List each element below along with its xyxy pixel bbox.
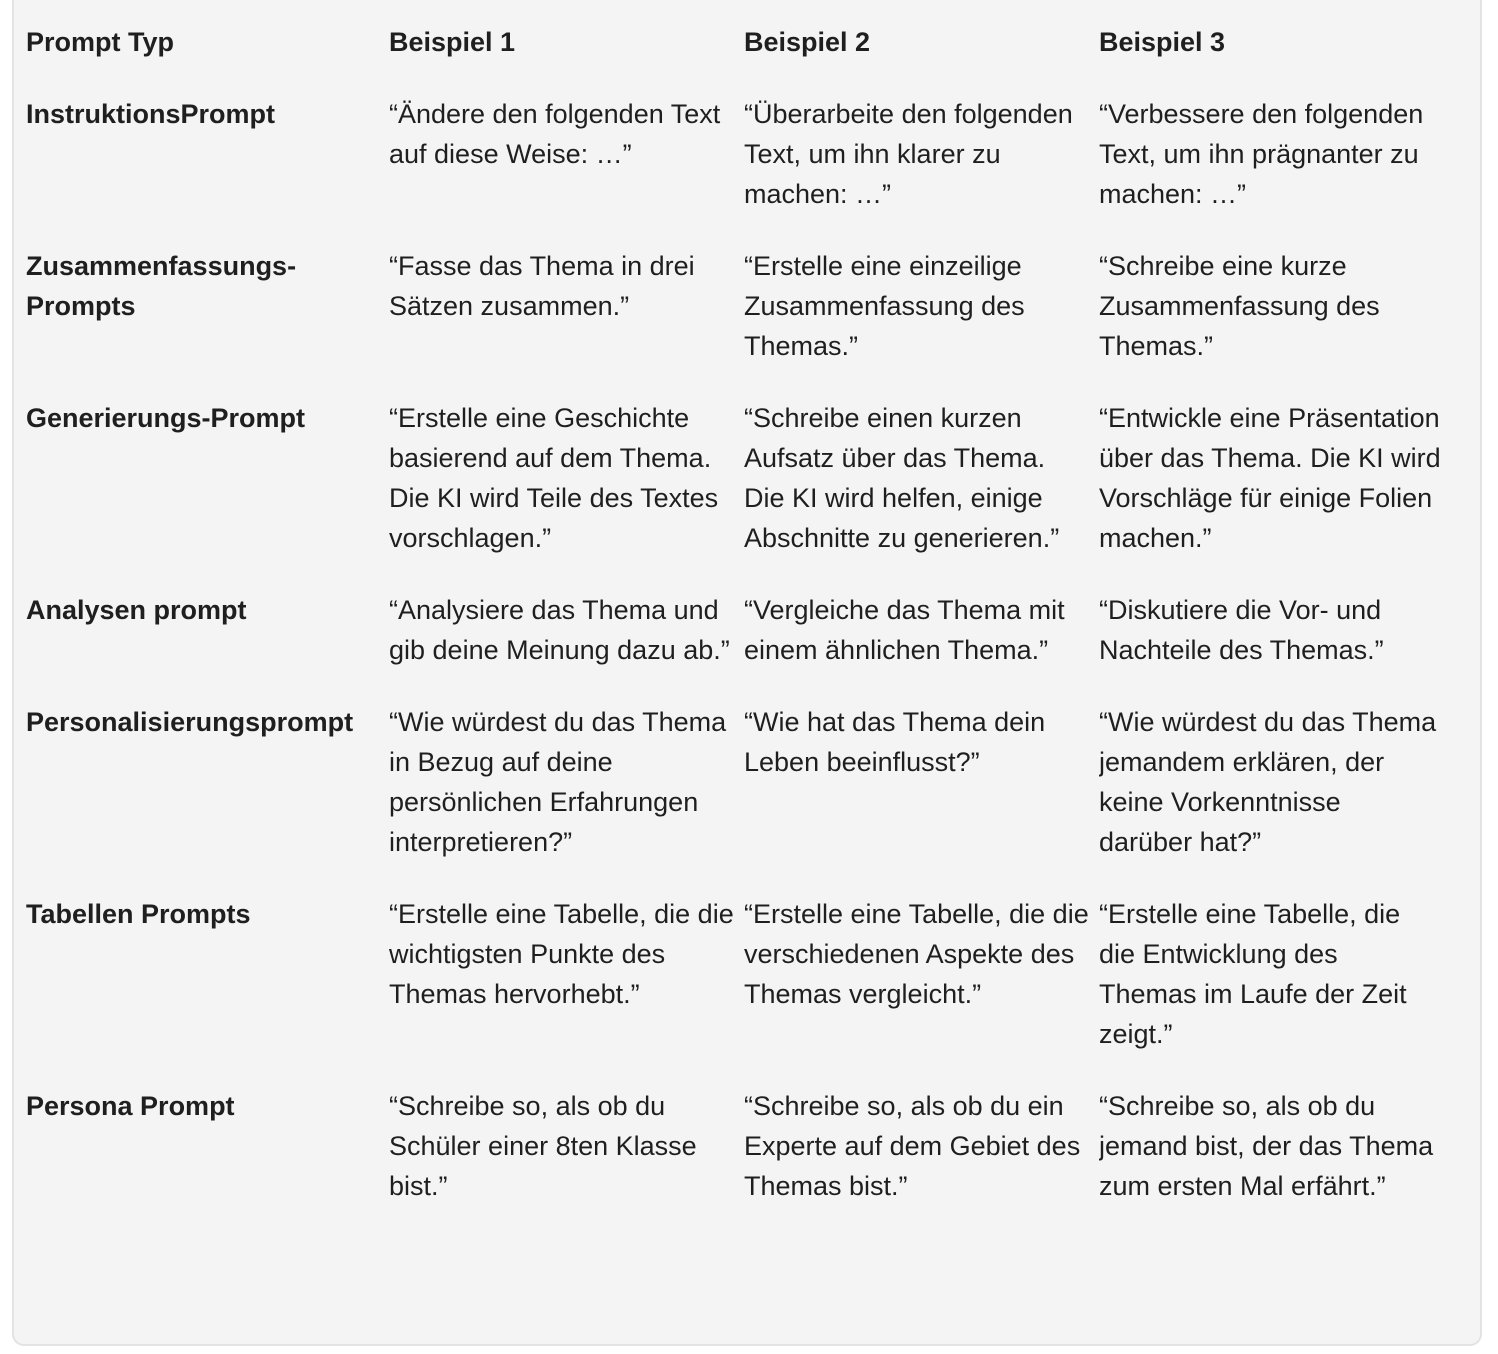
example-1-cell: “Erstelle eine Tabelle, die die wichtigsten Punkte des Themas hervorhebt.” [389, 899, 734, 1009]
example-3-cell: “Diskutiere die Vor- und Nachteile des Themas.” [1099, 595, 1384, 665]
table-row [26, 1086, 1451, 1238]
example-2-cell: “Erstelle eine Tabelle, die die verschiedenen Aspekte des Themas vergleicht.” [744, 899, 1089, 1009]
table-body [26, 94, 1451, 1238]
example-3-cell: “Schreibe so, als ob du jemand bist, der das Thema zum ersten Mal erfährt.” [1099, 1091, 1434, 1201]
prompt-type-cell: Personalisierungsprompt [26, 707, 354, 737]
example-2-cell: “Schreibe einen kurzen Aufsatz über das Thema. Die KI wird helfen, einige Abschnitte zu generieren.” [744, 403, 1060, 553]
prompt-type-cell: Zusammenfassungs-Prompts [26, 251, 297, 321]
example-1-cell: “Fasse das Thema in drei Sätzen zusammen.” [389, 251, 695, 321]
table-row [26, 590, 1451, 702]
prompt-type-cell: InstruktionsPrompt [26, 99, 276, 129]
prompt-type-cell: Analysen prompt [26, 595, 247, 625]
table-row [26, 246, 1451, 398]
example-2-cell: “Schreibe so, als ob du ein Experte auf dem Gebiet des Themas bist.” [744, 1091, 1081, 1201]
table-row [26, 702, 1451, 894]
prompt-type-cell: Tabellen Prompts [26, 899, 251, 929]
example-3-cell: “Entwickle eine Präsentation über das Thema. Die KI wird Vorschläge für einige Folien machen.” [1099, 403, 1441, 553]
example-3-cell: “Erstelle eine Tabelle, die die Entwicklung des Themas im Laufe der Zeit zeigt.” [1099, 899, 1407, 1049]
header-row [26, 22, 1451, 94]
table-row [26, 894, 1451, 1086]
header-example-3: Beispiel 3 [1099, 27, 1226, 57]
example-1-cell: “Ändere den folgenden Text auf diese Weise: …” [389, 99, 721, 169]
prompt-type-cell: Generierungs-Prompt [26, 403, 306, 433]
example-3-cell: “Schreibe eine kurze Zusammenfassung des Themas.” [1099, 251, 1380, 361]
example-1-cell: “Schreibe so, als ob du Schüler einer 8ten Klasse bist.” [389, 1091, 697, 1201]
example-2-cell: “Überarbeite den folgenden Text, um ihn klarer zu machen: …” [744, 99, 1073, 209]
example-3-cell: “Wie würdest du das Thema jemandem erklären, der keine Vorkenntnisse darüber hat?” [1099, 707, 1437, 857]
example-1-cell: “Analysiere das Thema und gib deine Meinung dazu ab.” [389, 595, 730, 665]
table-header [26, 22, 1451, 94]
table-row [26, 398, 1451, 590]
table-row [26, 94, 1451, 246]
example-2-cell: “Vergleiche das Thema mit einem ähnlichen Thema.” [744, 595, 1065, 665]
example-1-cell: “Wie würdest du das Thema in Bezug auf deine persönlichen Erfahrungen interpretieren?” [389, 707, 727, 857]
example-2-cell: “Wie hat das Thema dein Leben beeinflusst?” [744, 707, 1046, 777]
header-prompt-type: Prompt Typ [26, 27, 174, 57]
example-3-cell: “Verbessere den folgenden Text, um ihn prägnanter zu machen: …” [1099, 99, 1424, 209]
prompt-types-table [26, 22, 1451, 1238]
prompt-type-cell: Persona Prompt [26, 1091, 235, 1121]
header-example-1: Beispiel 1 [389, 27, 516, 57]
example-1-cell: “Erstelle eine Geschichte basierend auf dem Thema. Die KI wird Teile des Textes vorschlagen.” [389, 403, 719, 553]
example-2-cell: “Erstelle eine einzeilige Zusammenfassung des Themas.” [744, 251, 1025, 361]
header-example-2: Beispiel 2 [744, 27, 871, 57]
